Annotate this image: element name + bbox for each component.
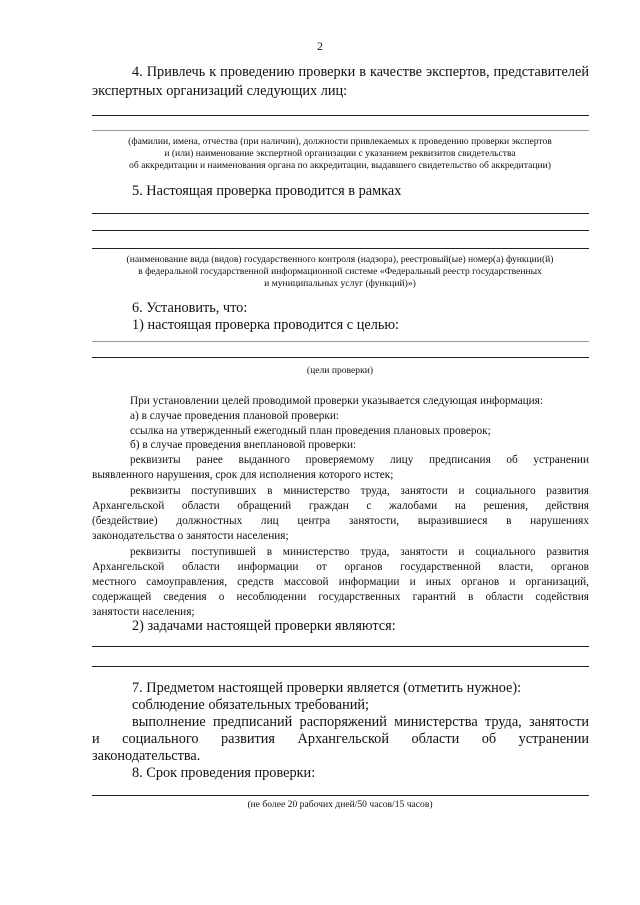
info-line-3: ссылка на утвержденный ежегодный план проведения плановых проверок;: [130, 425, 491, 437]
item6-line2: 1) настоящая проверка проводится с целью:: [132, 317, 400, 333]
item4-line1: 4. Привлечь к проведению проверки в качестве экспертов, представителей: [132, 64, 589, 80]
para-a-line-1: реквизиты ранее выданного проверяемому лицу предписания об устранении: [130, 454, 589, 466]
item5-note-2: в федеральной государственной информационной системе «Федеральный реестр государственных: [138, 266, 542, 277]
info-line-2: а) в случае проведения плановой проверки:: [130, 410, 340, 422]
item5-line1: 5. Настоящая проверка проводится в рамках: [132, 183, 402, 199]
item7-line3: выполнение предписаний распоряжений министерства труда, занятости: [132, 714, 589, 730]
info-line-4: б) в случае проведения внеплановой проверки:: [130, 439, 357, 451]
fill-line: [92, 230, 589, 231]
para-c-line-4: содержащей сведения о несоблюдении государственных гарантий в области содействия: [92, 591, 589, 603]
fill-line: [92, 248, 589, 249]
item4-line2: экспертных организаций следующих лиц:: [92, 83, 348, 99]
fill-line: [92, 646, 589, 647]
item7-line2: соблюдение обязательных требований;: [132, 697, 370, 713]
item7-line4: и социального развития Архангельской области об устранении: [92, 731, 589, 747]
info-line-1: При установлении целей проводимой проверки указывается следующая информация:: [130, 395, 544, 407]
fill-line: [92, 666, 589, 667]
item8-line1: 8. Срок проведения проверки:: [132, 765, 316, 781]
para-b-line-4: законодательства о занятости населения;: [92, 530, 289, 542]
page-number: 2: [317, 39, 323, 53]
item4-note-3: об аккредитации и наименования органа по аккредитации, выдавшего свидетельство об аккредитации): [129, 160, 551, 171]
para-b-line-2: Архангельской области обращений граждан с жалобами на решения, действия: [92, 500, 589, 512]
item4-note-1: (фамилии, имена, отчества (при наличии), должности привлекаемых к проведению проверки экспертов: [128, 136, 552, 147]
para-c-line-1: реквизиты поступившей в министерство труда, занятости и социального развития: [130, 546, 589, 558]
fill-line: [92, 130, 589, 131]
para-b-line-3: (бездействие) должностных лиц центра занятости, выразившиеся в нарушениях: [92, 515, 589, 527]
para-b-line-1: реквизиты поступивших в министерство труда, занятости и социального развития: [130, 485, 589, 497]
item6-note: (цели проверки): [306, 365, 374, 376]
fill-line: [92, 795, 589, 796]
fill-line: [92, 341, 589, 342]
item8-note: (не более 20 рабочих дней/50 часов/15 часов): [247, 799, 433, 810]
item4-note-2: и (или) наименование экспертной организации с указанием реквизитов свидетельства: [164, 148, 516, 159]
para-a-line-2: выявленного нарушения, срок для исполнения которого истек;: [92, 469, 394, 481]
para-c-line-2: Архангельской области информации от органов государственной власти, органов: [92, 561, 589, 573]
fill-line: [92, 357, 589, 358]
item6-line1: 6. Установить, что:: [132, 300, 248, 316]
fill-line: [92, 213, 589, 214]
item6-line3: 2) задачами настоящей проверки являются:: [132, 618, 396, 634]
fill-line: [92, 115, 589, 116]
item5-note-1: (наименование вида (видов) государственного контроля (надзора), реестровый(ые) номер(а) функции(й): [126, 254, 554, 265]
para-c-line-3: местного самоуправления, средств массовой информации и иных органов и организаций,: [92, 576, 589, 588]
item5-note-3: и муниципальных услуг (функций)»): [264, 278, 416, 289]
para-c-line-5: занятости населения;: [92, 606, 195, 618]
item7-line5: законодательства.: [92, 748, 201, 764]
item7-line1: 7. Предметом настоящей проверки является (отметить нужное):: [132, 680, 522, 696]
